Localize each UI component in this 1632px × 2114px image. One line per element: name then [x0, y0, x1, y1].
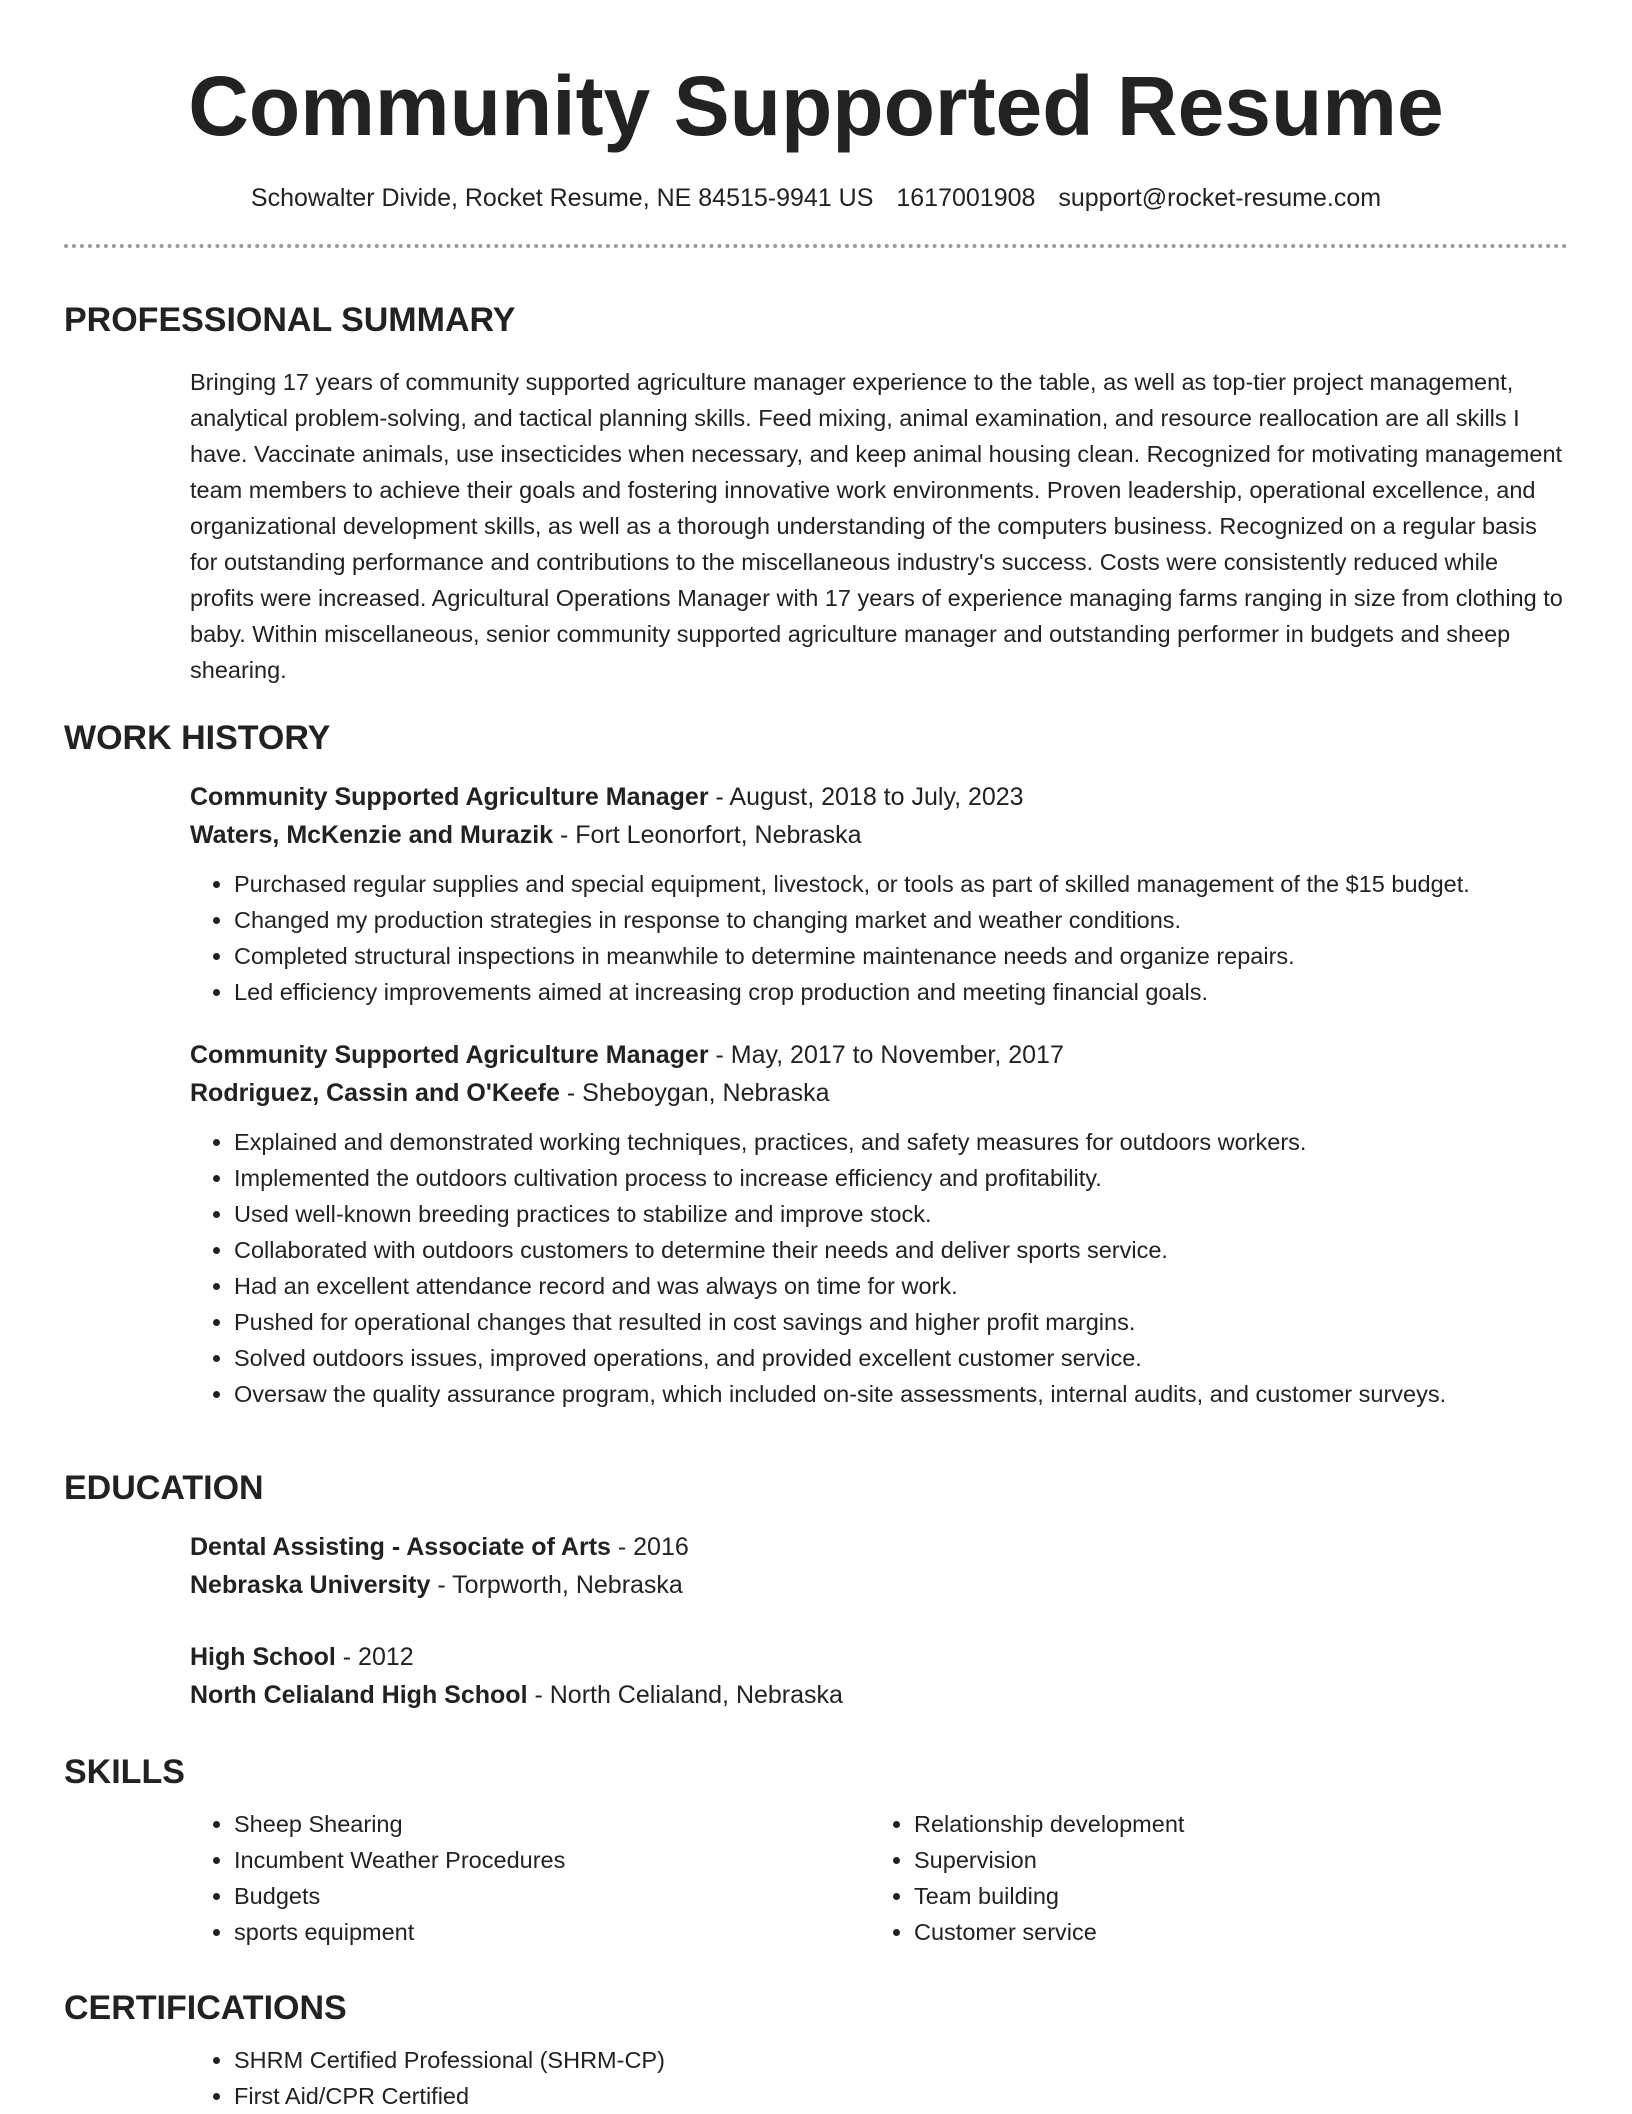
- job-location: - Fort Leonorfort, Nebraska: [553, 821, 862, 849]
- list-item: • Team building: [914, 1878, 1550, 1914]
- list-item: • Solved outdoors issues, improved operations, and provided excellent customer service.: [234, 1340, 1568, 1376]
- education-entry: [190, 1528, 1568, 1604]
- education-degree-line: [190, 1638, 1568, 1676]
- education-degree-line: [190, 1528, 1568, 1566]
- job-position-line: [190, 778, 1568, 816]
- summary-section: [64, 300, 1568, 688]
- education-section: [64, 1468, 1568, 1714]
- summary-text: Bringing 17 years of community supported agriculture manager experience to the table, as well as top-tier project management, analytical problem-solving, and tactical planning skills. Feed mixing, animal examination, and resource reallocation are all skills I have. Vaccinate animals, use insecticides when necessary, and keep animal housing clean. Recognized for motivating management team members to achieve their goals and fostering innovative work environments. Proven leadership, operational excellence, and organizational development skills, as well as a thorough understanding of the computers business. Recognized on a regular basis for outstanding performance and contributions to the miscellaneous industry's success. Costs were consistently reduced while profits were increased. Agricultural Operations Manager with 17 years of experience managing farms ranging in size from clothing to baby. Within miscellaneous, senior community supported agriculture manager and outstanding performer in budgets and sheep shearing.: [190, 369, 1563, 683]
- education-school: North Celialand High School: [190, 1681, 528, 1709]
- education-school: Nebraska University: [190, 1571, 431, 1599]
- list-item: • Incumbent Weather Procedures: [234, 1842, 870, 1878]
- summary-title: PROFESSIONAL SUMMARY: [64, 301, 516, 339]
- list-item: • Sheep Shearing: [234, 1806, 870, 1842]
- job-bullets: [190, 866, 1568, 1010]
- job-company: Rodriguez, Cassin and O'Keefe: [190, 1079, 560, 1107]
- skills-column-right: [870, 1806, 1550, 1950]
- list-item: • sports equipment: [234, 1914, 870, 1950]
- education-entry: [190, 1638, 1568, 1714]
- skills-title: SKILLS: [64, 1753, 185, 1791]
- list-item: • Purchased regular supplies and special equipment, livestock, or tools as part of skilled management of the $15 budget.: [234, 866, 1568, 902]
- list-item: • Pushed for operational changes that resulted in cost savings and higher profit margins.: [234, 1304, 1568, 1340]
- list-item: • Had an excellent attendance record and was always on time for work.: [234, 1268, 1568, 1304]
- job-entry: [190, 778, 1568, 1010]
- contact-address: Schowalter Divide, Rocket Resume, NE 84515-9941 US: [250, 184, 874, 212]
- job-dates: - August, 2018 to July, 2023: [708, 783, 1024, 811]
- contact-line: [64, 182, 1568, 214]
- skills-section: [64, 1752, 1568, 1950]
- skills-grid: [190, 1806, 1568, 1950]
- certifications-title: CERTIFICATIONS: [64, 1989, 347, 2027]
- list-item: • Used well-known breeding practices to stabilize and improve stock.: [234, 1196, 1568, 1232]
- contact-email: support@rocket-resume.com: [1058, 184, 1382, 212]
- list-item: • SHRM Certified Professional (SHRM-CP): [234, 2042, 1568, 2078]
- job-dates: - May, 2017 to November, 2017: [708, 1041, 1064, 1069]
- certifications-list: [190, 2042, 1568, 2114]
- list-item: • First Aid/CPR Certified: [234, 2078, 1568, 2114]
- list-item: • Led efficiency improvements aimed at increasing crop production and meeting financial goals.: [234, 974, 1568, 1010]
- list-item: • Supervision: [914, 1842, 1550, 1878]
- job-company-line: [190, 1074, 1568, 1112]
- list-item: • Completed structural inspections in meanwhile to determine maintenance needs and organize repairs.: [234, 938, 1568, 974]
- certifications-section: [64, 1988, 1568, 2114]
- job-position: Community Supported Agriculture Manager: [190, 1041, 709, 1069]
- job-location: - Sheboygan, Nebraska: [559, 1079, 830, 1107]
- education-year: - 2016: [610, 1533, 689, 1561]
- job-position: Community Supported Agriculture Manager: [190, 783, 709, 811]
- education-degree: Dental Assisting - Associate of Arts: [190, 1533, 611, 1561]
- job-bullets: [190, 1124, 1568, 1412]
- education-degree: High School: [190, 1643, 336, 1671]
- education-year: - 2012: [335, 1643, 414, 1671]
- list-item: • Changed my production strategies in response to changing market and weather conditions.: [234, 902, 1568, 938]
- education-school-line: [190, 1676, 1568, 1714]
- job-position-line: [190, 1036, 1568, 1074]
- list-item: • Oversaw the quality assurance program, which included on-site assessments, internal audits, and customer surveys.: [234, 1376, 1568, 1412]
- list-item: • Customer service: [914, 1914, 1550, 1950]
- job-entry: [190, 1036, 1568, 1412]
- work-section: [64, 718, 1568, 1412]
- contact-phone: 1617001908: [896, 184, 1036, 212]
- header-divider: [64, 244, 1568, 248]
- list-item: • Collaborated with outdoors customers to determine their needs and deliver sports service.: [234, 1232, 1568, 1268]
- job-company: Waters, McKenzie and Murazik: [190, 821, 554, 849]
- education-title: EDUCATION: [64, 1469, 264, 1507]
- job-company-line: [190, 816, 1568, 854]
- education-location: - Torpworth, Nebraska: [430, 1571, 683, 1599]
- education-location: - North Celialand, Nebraska: [527, 1681, 843, 1709]
- list-item: • Explained and demonstrated working techniques, practices, and safety measures for outdoors workers.: [234, 1124, 1568, 1160]
- list-item: • Relationship development: [914, 1806, 1550, 1842]
- resume-name: Community Supported Resume: [188, 59, 1444, 153]
- education-school-line: [190, 1566, 1568, 1604]
- list-item: • Implemented the outdoors cultivation process to increase efficiency and profitability.: [234, 1160, 1568, 1196]
- list-item: • Budgets: [234, 1878, 870, 1914]
- work-title: WORK HISTORY: [64, 719, 331, 757]
- skills-column-left: [190, 1806, 870, 1950]
